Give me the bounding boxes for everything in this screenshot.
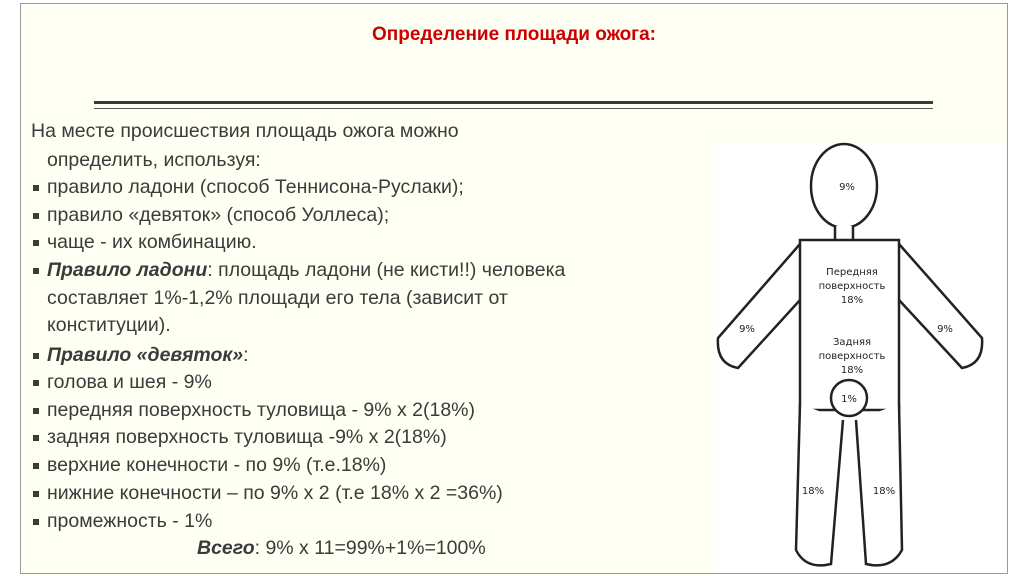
intro-line-2: определить, используя: <box>47 149 261 171</box>
bullet-marker <box>33 353 39 359</box>
figure-neck <box>835 226 853 240</box>
nines-rule-heading <box>47 344 249 367</box>
nines-item: передняя поверхность туловища - 9% х 2(18%) <box>47 399 476 421</box>
nines-item: нижние конечности – по 9% х 2 (т.е 18% х 2 =36%) <box>47 482 503 504</box>
perineum-label: 1% <box>841 394 857 405</box>
body-diagram <box>716 142 1008 574</box>
nines-item: голова и шея - 9% <box>47 371 212 393</box>
right-arm-label: 9% <box>937 324 953 335</box>
method-item: правило «девяток» (способ Уоллеса); <box>47 204 390 226</box>
front-label-2: поверхность <box>818 281 886 292</box>
palm-rule-line-2: составляет 1%-1,2% площади его тела (зависит от <box>47 287 508 309</box>
title-divider <box>94 101 933 104</box>
total-line <box>197 537 486 560</box>
head-label: 9% <box>839 182 855 193</box>
back-label-3: 18% <box>840 365 864 376</box>
nines-rule-suffix: : <box>243 344 249 366</box>
back-label-2: поверхность <box>818 351 886 362</box>
front-label-1: Передняя <box>826 267 878 278</box>
title-divider-thin <box>94 108 933 109</box>
figure-right-leg <box>856 404 902 565</box>
palm-rule-line-1 <box>47 259 565 282</box>
bullet-marker <box>33 435 39 441</box>
nines-item: промежность - 1% <box>47 510 213 532</box>
palm-rule-term: Правило ладони <box>47 259 208 281</box>
back-label-1: Задняя <box>832 337 872 348</box>
bullet-marker <box>33 491 39 497</box>
palm-rule-text: : площадь ладони (не кисти!!) человека <box>207 259 566 281</box>
total-value: : 9% х 11=99%+1%=100% <box>254 537 486 559</box>
bullet-marker <box>33 268 39 274</box>
bullet-marker <box>33 463 39 469</box>
nines-rule-term: Правило «девяток» <box>47 344 244 366</box>
figure-right-arm <box>899 244 982 368</box>
slide <box>20 3 1008 574</box>
bullet-marker <box>33 240 39 246</box>
intro-line-1: На месте происшествия площадь ожога можно <box>31 120 459 142</box>
bullet-marker <box>33 380 39 386</box>
method-item: чаще - их комбинацию. <box>47 231 257 253</box>
bullet-marker <box>33 213 39 219</box>
left-leg-label: 18% <box>801 486 825 497</box>
bullet-marker <box>33 519 39 525</box>
body-diagram-svg <box>716 142 1008 574</box>
bullet-marker <box>33 185 39 191</box>
palm-rule-line-3: конституции). <box>47 314 171 336</box>
nines-item: верхние конечности - по 9% (т.е.18%) <box>47 454 387 476</box>
figure-left-leg <box>796 404 843 565</box>
slide-title: Определение площади ожога: <box>372 24 656 45</box>
right-leg-label: 18% <box>872 486 896 497</box>
bullet-marker <box>33 408 39 414</box>
nines-item: задняя поверхность туловища -9% х 2(18%) <box>47 426 447 448</box>
method-item: правило ладони (способ Теннисона-Руслаки); <box>47 176 464 198</box>
total-label: Всего <box>197 537 255 559</box>
figure-left-arm <box>718 244 800 368</box>
left-arm-label: 9% <box>739 324 755 335</box>
front-label-3: 18% <box>840 295 864 306</box>
